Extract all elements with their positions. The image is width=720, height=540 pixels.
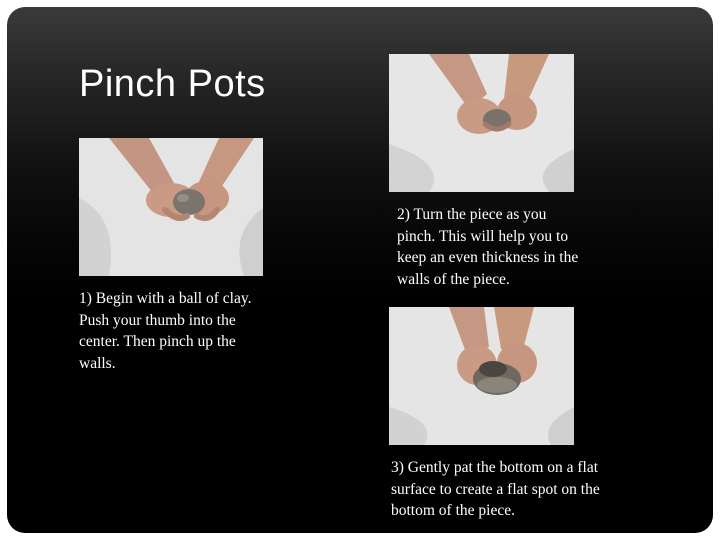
step-1-caption: 1) Begin with a ball of clay. Push your thumb into the center. Then pinch up the walls. xyxy=(79,290,252,372)
step-1-photo xyxy=(79,138,263,276)
slide-title: Pinch Pots xyxy=(79,63,266,105)
step-2-photo xyxy=(389,54,574,192)
hands-holding-clay-ball-photo xyxy=(79,138,263,276)
step-3-photo xyxy=(389,307,574,445)
step-2-caption: 2) Turn the piece as you pinch. This will help you to keep an even thickness in the walls of the piece. xyxy=(397,206,579,288)
hands-turning-clay-photo xyxy=(389,54,574,192)
step-3-caption: 3) Gently pat the bottom on a flat surface to create a flat spot on the bottom of the piece. xyxy=(391,459,600,519)
hands-patting-pot-photo xyxy=(389,307,574,445)
slide xyxy=(7,7,713,533)
